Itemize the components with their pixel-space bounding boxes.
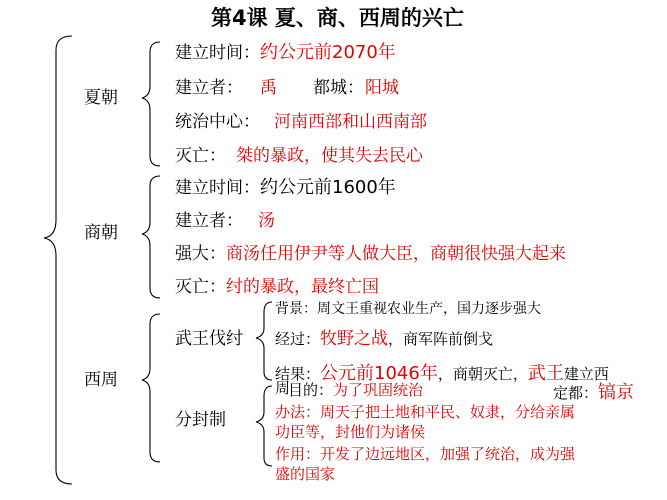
- fengjian-purpose-label: 目的：: [288, 381, 334, 399]
- shang-founder-value: 汤: [258, 211, 275, 231]
- shang-strong: [175, 246, 566, 263]
- shang-founder-label: 建立者：: [175, 211, 243, 231]
- conquest-capital-value: 镐京: [598, 382, 635, 403]
- conquest-process: [275, 331, 493, 348]
- conquest-process-rest: ，商军阵前倒戈: [388, 330, 494, 348]
- conquest-result-year: 公元前1046年: [320, 363, 438, 384]
- shang-fall: [175, 279, 379, 296]
- shang-founding-time: [175, 179, 396, 197]
- fengjian-brace: [256, 386, 272, 466]
- xia-center-label: 统治中心：: [175, 112, 260, 132]
- shang-founding-time-label: 建立时间：: [175, 178, 260, 198]
- zhou-brace: [142, 314, 160, 462]
- shang-brace: [142, 176, 160, 298]
- fengjian-effect-line2: 盛的国家: [275, 465, 336, 483]
- conquest-capital-label: 定都：: [553, 384, 599, 402]
- xia-center-value: 河南西部和山西南部: [274, 112, 427, 132]
- xia-founding-time-value: 约公元前2070年: [260, 42, 396, 63]
- conquest-label: 武王伐纣: [175, 329, 243, 349]
- conquest-result-tail: 建立西: [563, 365, 609, 383]
- shang-strong-label: 强大：: [175, 244, 226, 264]
- fengjian-purpose-value: 为了巩固统治: [333, 381, 424, 399]
- xia-fall-label: 灭亡：: [175, 146, 226, 166]
- fengjian-method-line2: 功臣等，封他们为诸侯: [275, 423, 426, 441]
- fengjian-label: 分封制: [175, 410, 226, 430]
- fengjian-method-line1: 办法：周天子把土地和平民、奴隶，分给亲属: [275, 403, 576, 421]
- zhou-label: 西周: [84, 370, 118, 390]
- xia-fall-value: 桀的暴政，使其失去民心: [236, 146, 423, 166]
- xia-capital-label: 都城：: [313, 78, 364, 98]
- shang-label: 商朝: [84, 223, 118, 243]
- conquest-process-label: 经过：: [275, 330, 321, 348]
- shang-fall-value: 纣的暴政，最终亡国: [226, 277, 379, 297]
- conquest-process-value: 牧野之战: [320, 329, 389, 349]
- conquest-result-label: 结果：: [275, 365, 321, 383]
- shang-founding-time-value: 约公元前1600年: [260, 177, 396, 198]
- fengjian-purpose: [288, 383, 423, 398]
- xia-center: [175, 114, 260, 131]
- xia-founder-value: 禹: [260, 78, 277, 98]
- xia-label: 夏朝: [84, 88, 118, 108]
- conquest-brace: [256, 302, 272, 380]
- xia-founder: [175, 80, 243, 97]
- fengjian-effect-line1: 作用：开发了边远地区，加强了统治，成为强: [275, 445, 576, 463]
- xia-founding-time: [175, 44, 396, 62]
- shang-fall-label: 灭亡：: [175, 277, 226, 297]
- shang-strong-value: 商汤任用伊尹等人做大臣，商朝很快强大起来: [226, 244, 566, 264]
- conquest-background: 背景：周文王重视农业生产，国力逐步强大: [275, 301, 541, 317]
- outer-brace: [44, 36, 72, 484]
- conquest-result-king: 武王: [527, 363, 564, 384]
- xia-brace: [142, 42, 160, 166]
- xia-fall: [175, 148, 226, 165]
- xia-founding-time-label: 建立时间：: [175, 43, 260, 63]
- xia-capital-value: 阳城: [365, 78, 399, 98]
- xia-founder-label: 建立者：: [175, 78, 243, 98]
- conquest-result-mid: ，商朝灭亡，: [437, 365, 528, 383]
- page-title: 第4课 夏、商、西周的兴亡: [211, 6, 464, 30]
- conquest-capital: [553, 384, 634, 402]
- conquest-result-line2: 周: [275, 379, 291, 397]
